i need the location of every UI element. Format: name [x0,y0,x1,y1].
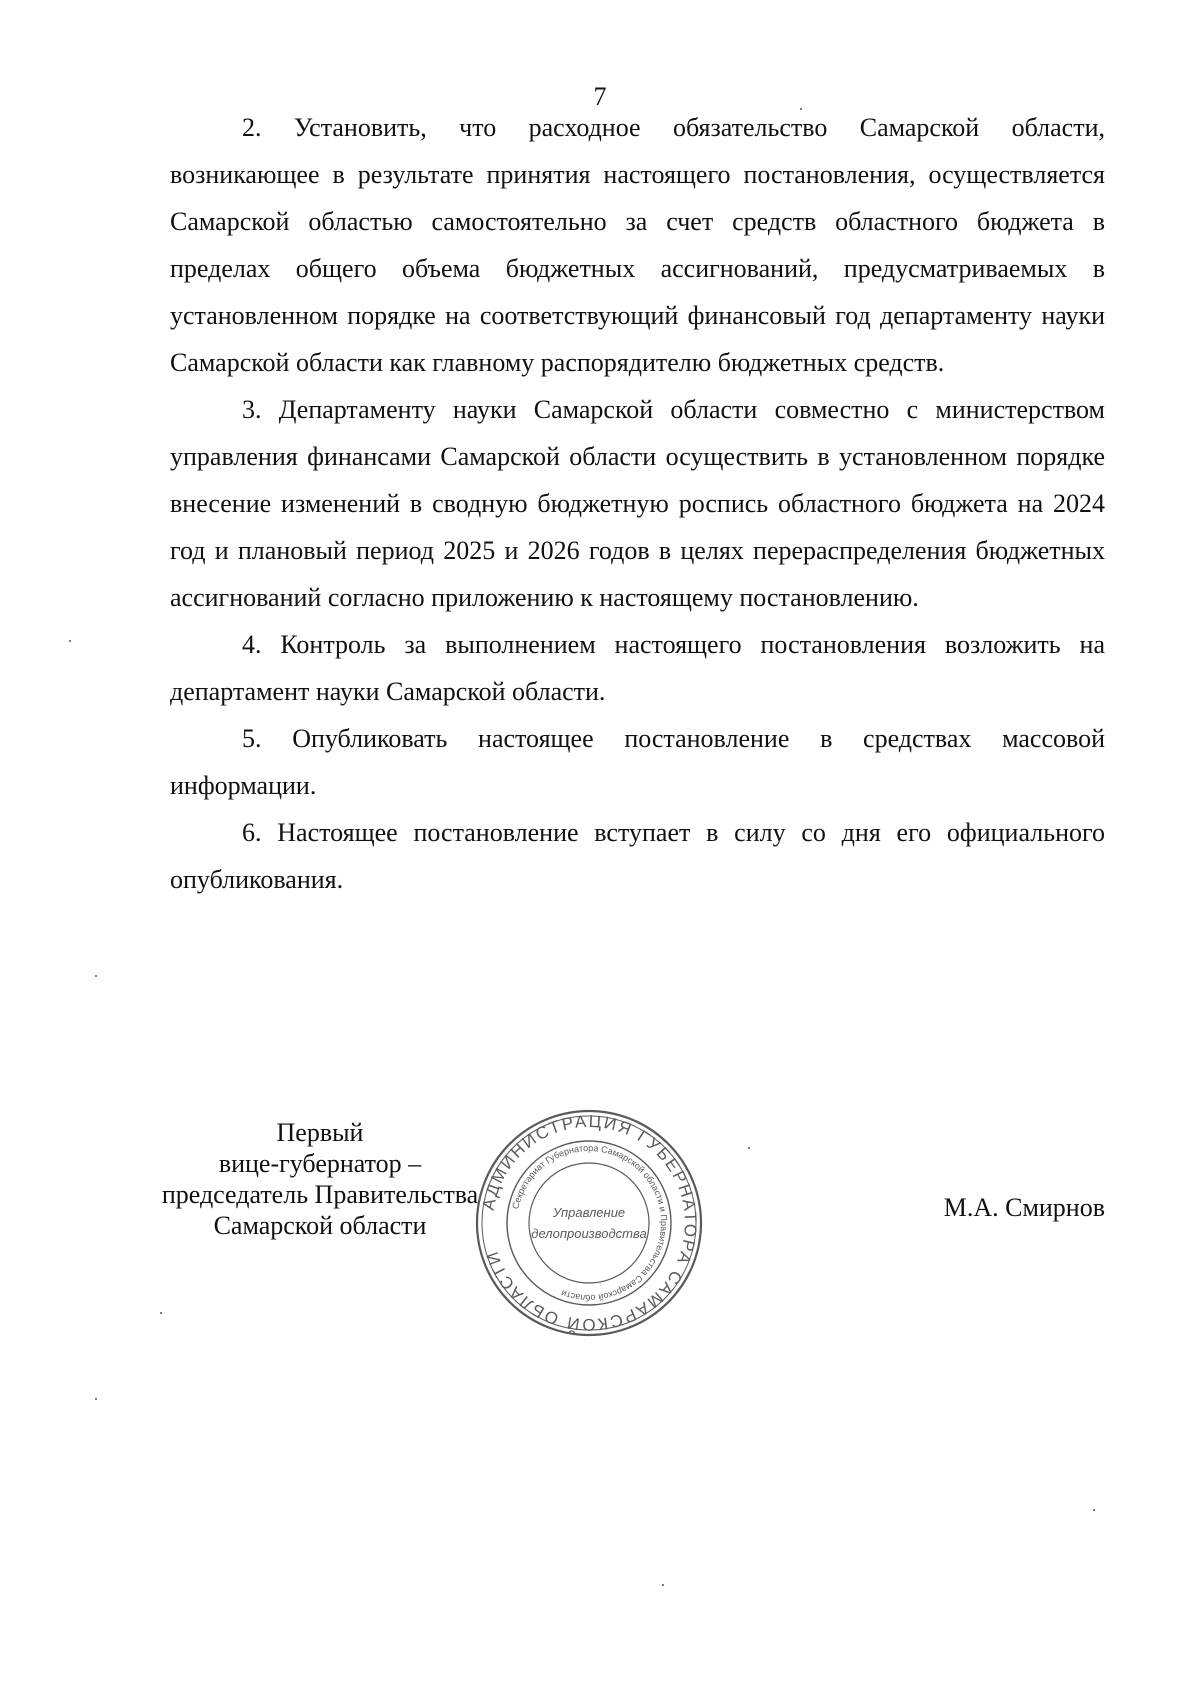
scan-speck [160,1312,162,1314]
signatory-title-line-1: Первый [276,1118,364,1147]
paragraph-4: 4. Контроль за выполнением настоящего постановления возложить на департамент науки Самарской области. [170,630,1105,706]
document-body [170,104,1105,903]
page-number: 7 [593,82,607,111]
stamp-center-line-2: делопроизводства [531,1226,647,1241]
signatory-title-line-3: председатель Правительства [161,1180,479,1209]
scan-speck [1093,1509,1095,1511]
scan-speck [95,1398,97,1400]
signatory-title-line-2: вице-губернатор – [218,1149,422,1178]
signatory-title-line-4: Самарской области [213,1211,427,1240]
stamp-outer-text: АДМИНИСТРАЦИЯ ГУБЕРНАТОРА САМАРСКОЙ ОБЛАСТИ [478,1111,701,1335]
scan-speck [748,1147,750,1149]
scan-speck [69,640,71,642]
scan-speck [800,108,802,110]
scan-speck [95,975,97,977]
official-stamp [473,1107,705,1339]
paragraph-6: 6. Настоящее постановление вступает в силу со дня его официального опубликования. [170,818,1105,894]
scan-speck [662,1584,664,1586]
stamp-center-line-1: Управление [552,1205,626,1220]
paragraph-2: 2. Установить, что расходное обязательство Самарской области, возникающее в результате принятия настоящего постановления, осуществляется Самарской областью самостоятельно за счет средств областного бюджета в пределах общего объема бюджетных ассигнований, предусматриваемых в установленном порядке на соответствующий финансовый год департаменту науки Самарской области как главному распорядителю бюджетных средств. [170,113,1105,377]
svg-text:Секретариат Губернатора Самарс [510,1143,669,1303]
signatory-name: М.А. Смирнов [943,1193,1105,1222]
paragraph-3: 3. Департаменту науки Самарской области совместно с министерством управления финансами Самарской области осуществить в установленном порядке внесение изменений в сводную бюджетную роспись областного бюджета на 2024 год и плановый период 2025 и 2026 годов в целях перераспределения бюджетных ассигнований согласно приложению к настоящему постановлению. [170,395,1105,612]
paragraph-5: 5. Опубликовать настоящее постановление в средствах массовой информации. [170,724,1105,800]
stamp-inner-text: Секретариат Губернатора Самарской области и Правительства Самарской области [510,1142,670,1304]
signature-block [0,1111,1200,1335]
